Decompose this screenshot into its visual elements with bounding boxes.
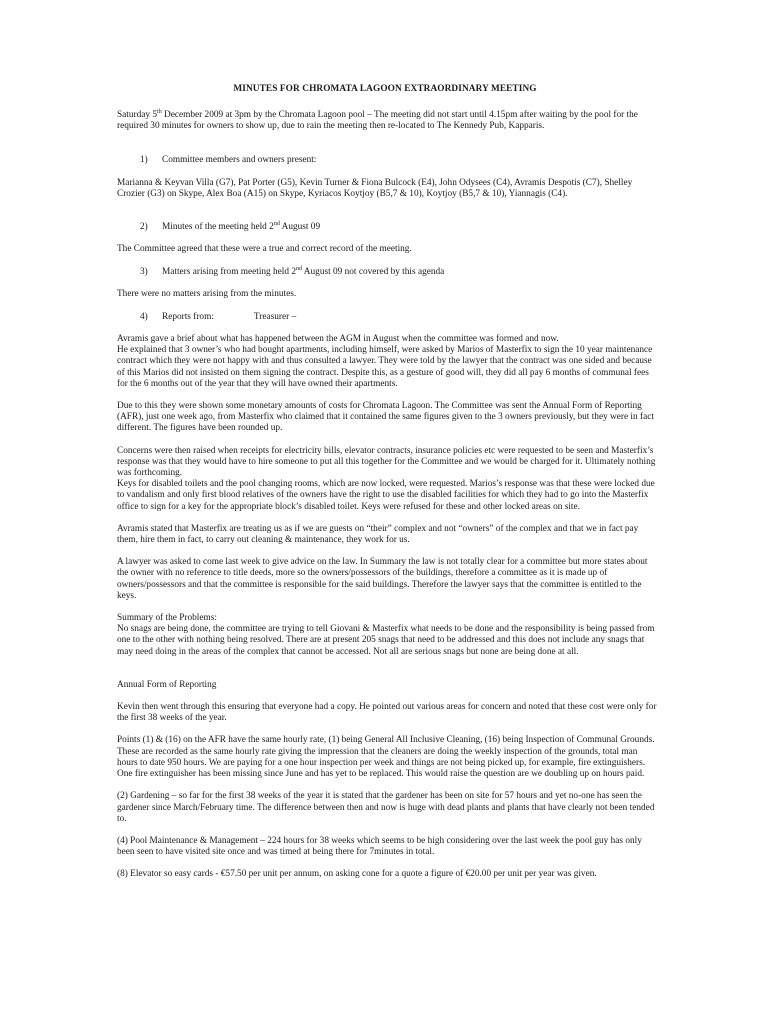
report-paragraph: (2) Gardening – so far for the first 38 weeks of the year it is stated that the gardener has been on site for 57 hours and yet no-one has seen the gardener since March/February time. The difference between then and now is huge with dead plants and plants that have clearly not been tended to. <box>117 791 655 824</box>
report-paragraph: Keys for disabled toilets and the pool changing rooms, which are now locked, were requested. Marios’s response was that these were locked due to vandalism and only first blood relatives of the owners have the right to use the disabled facilities for which they had to go into the Masterfix office to sign for a key for the appropriate block’s disabled toilet. Keys were refused for these and other locked areas on site. <box>117 479 655 512</box>
report-paragraph: Points (1) & (16) on the AFR have the same hourly rate, (1) being General All Inclusive Cleaning, (16) being Inspection of Communal Grounds. These are recorded as the same hourly rate giving the impression that the cleaners are doing the weekly inspection of the grounds, total man hours to date 950 hours. We are paying for a one hour inspection per week and things are not being picked up, for example, fire extinguishers. One fire extinguisher has been missing since June and has yet to be replaced. This would raise the question are we doubling up on hours paid. <box>117 735 655 780</box>
treasurer-report <box>117 334 657 881</box>
section-heading: Annual Form of Reporting <box>117 679 217 690</box>
report-paragraph: Concerns were then raised when receipts for electricity bills, elevator contracts, insurance policies etc were requested to be seen and Masterfix’s response was that they would have to hire someone to put all this together for the Committee and we would be charged for it. Ultimately nothing was forthcoming. <box>117 445 656 479</box>
attendees-paragraph: Marianna & Keyvan Villa (G7), Pat Porter (G5), Kevin Turner & Fiona Bulcock (E4), John Odysees (C4), Avramis Despotis (C7), Shelley Crozier (G3) on Skype, Alex Boa (A15) on Skype, Kyriacos Koytjoy (B5,7 & 10), Koytjoy (B5,7 & 10), Yiannagis (C4). <box>117 178 633 200</box>
report-paragraph: A lawyer was asked to come last week to give advice on the law. In Summary the law is not totally clear for a committee but more states about the owner with no reference to title deeds, more so the owners/possessors of the buildings, therefore a committee as it is made up of owners/possessors and that the committee is responsible for the said buildings. Therefore the lawyer says that the committee is entitled to the keys. <box>117 557 648 601</box>
section-heading: Summary of the Problems: <box>117 613 217 624</box>
item3-text: There were no matters arising from the minutes. <box>117 289 297 299</box>
report-paragraph: Due to this they were shown some monetary amounts of costs for Chromata Lagoon. The Committee was sent the Annual Form of Reporting (AFR), just one week ago, from Masterfix who claimed that it contained the same figures given to the 3 owners previously, but they were in fact different. The figures have been rounded up. <box>117 401 654 434</box>
agenda-item-2: 2) Minutes of the meeting held 2nd August 09 <box>140 220 321 232</box>
report-paragraph: (4) Pool Maintenance & Management – 224 hours for 38 weeks which seems to be high considering over the last week the pool guy has only been seen to have visited site once and was timed at being there for 7minutes in total. <box>117 835 642 858</box>
agenda-item-1: 1) Committee members and owners present: <box>140 155 317 165</box>
report-paragraph: No snags are being done, the committee are trying to tell Giovani & Masterfix what needs to be done and the responsibility is being passed from one to the other with nothing being resolved. There are at present 205 snags that need to be addressed and this does not include any snags that may need doing in the areas of the complex that cannot be accessed. Not all are serious snags but none are being done at all. <box>117 624 655 657</box>
report-paragraph: Avramis gave a brief about what has happened between the AGM in August when the committee was formed and now. <box>117 334 559 344</box>
report-paragraph: Avramis stated that Masterfix are treating us as if we are guests on “their” complex and not “owners” of the complex and that we in fact pay them, hire them in fact, to carry out cleaning & maintenance, they work for us. <box>117 523 639 546</box>
report-paragraph: He explained that 3 owner’s who had bought apartments, including himself, were asked by Marios of Masterfix to sign the 10 year maintenance contract which they were not happy with and thus consulted a lawyer. They were told by the lawyer that the contract was one sided and because of this Marios did not insisted on them signing the contract. Despite this, as a gesture of good will, they did all pay 6 months of communal fees for the 6 months out of the year that they will have owned their apartments. <box>117 345 653 389</box>
report-paragraph: Kevin then went through this ensuring that everyone had a copy. He pointed out various areas for concern and noted that these cost were only for the first 38 weeks of the year. <box>117 702 657 724</box>
intro-paragraph: Saturday 5th December 2009 at 3pm by the Chromata Lagoon pool – The meeting did not start until 4.15pm after waiting by the pool for the required 30 minutes for owners to show up, due to rain the meeting then re-located to The Kennedy Pub, Kapparis. <box>117 108 638 132</box>
item2-text: The Committee agreed that these were a true and correct record of the meeting. <box>117 244 412 254</box>
agenda-item-3: 3) Matters arising from meeting held 2nd August 09 not covered by this agenda <box>140 265 445 277</box>
document-title: MINUTES FOR CHROMATA LAGOON EXTRAORDINARY MEETING <box>233 84 537 94</box>
agenda-item-4: 4) Reports from: Treasurer – <box>140 312 297 322</box>
report-paragraph: (8) Elevator so easy cards - €57.50 per unit per annum, on asking cone for a quote a figure of €20.00 per unit per year was given. <box>117 869 597 880</box>
